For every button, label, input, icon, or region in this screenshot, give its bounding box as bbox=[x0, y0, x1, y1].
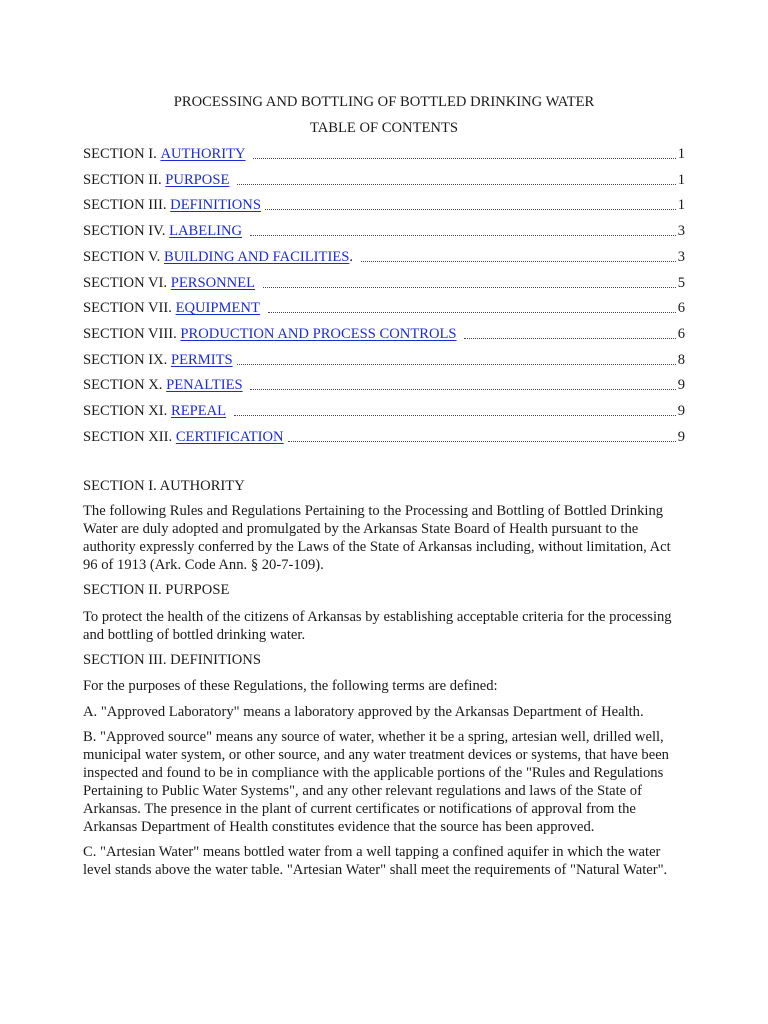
toc-page-number: 6 bbox=[677, 326, 685, 342]
toc-section-number: SECTION IV. bbox=[83, 223, 170, 239]
toc-page-number: 1 bbox=[677, 146, 685, 162]
toc-section-number: SECTION VII. bbox=[83, 300, 176, 316]
toc-row bbox=[83, 402, 685, 420]
section-3-heading: SECTION III. DEFINITIONS bbox=[83, 652, 261, 668]
toc-page-number: 9 bbox=[677, 429, 685, 445]
toc-page-number: 1 bbox=[677, 197, 685, 213]
toc-link-purpose[interactable]: PURPOSE bbox=[165, 172, 230, 188]
toc-link-suffix bbox=[229, 171, 233, 189]
toc-row bbox=[83, 145, 685, 163]
toc-link-permits[interactable]: PERMITS bbox=[170, 352, 233, 368]
toc-link-certification[interactable]: CERTIFICATION bbox=[175, 429, 284, 445]
toc-section-number: SECTION III. bbox=[83, 197, 171, 213]
definition-b: B. "Approved source" means any source of water, whether it be a spring, artesian well, drilled well, municipal water system, or other source, and any water treatment devices or systems, that have been inspected and found to be in compliance with the applicable portions of the "Rules and Regulations Pertaining to Public Water Systems", and any other relevant regulations and laws of the State of Arkansas. The presence in the plant of current certificates or notifications of approval from the Arkansas Department of Health constitutes evidence that the source has been approved. bbox=[83, 729, 669, 835]
toc-section-number: SECTION IX. bbox=[83, 352, 171, 368]
toc-dot-leader bbox=[268, 300, 676, 313]
toc-link-suffix bbox=[260, 299, 264, 317]
toc-row bbox=[83, 274, 685, 292]
toc-page-number: 6 bbox=[677, 300, 685, 316]
toc-link-suffix bbox=[226, 402, 230, 420]
toc-link-labeling[interactable]: LABELING bbox=[169, 223, 243, 239]
toc-link-suffix bbox=[243, 376, 247, 394]
toc-link-repeal[interactable]: REPEAL bbox=[170, 403, 227, 419]
toc-dot-leader bbox=[237, 352, 676, 365]
toc-section-number: SECTION V. bbox=[83, 249, 164, 265]
toc-page-number: 9 bbox=[677, 403, 685, 419]
toc-dot-leader bbox=[361, 249, 676, 262]
toc-dot-leader bbox=[250, 223, 676, 236]
toc-section-number: SECTION I. bbox=[83, 146, 161, 162]
toc-link-suffix bbox=[255, 274, 259, 292]
toc-link-production-and-process-controls[interactable]: PRODUCTION AND PROCESS CONTROLS bbox=[180, 326, 457, 342]
toc-dot-leader bbox=[253, 146, 675, 159]
toc-page-number: 5 bbox=[677, 275, 685, 291]
toc-row bbox=[83, 222, 685, 240]
toc-link-suffix bbox=[457, 325, 461, 343]
toc-row bbox=[83, 171, 685, 189]
toc-section-number: SECTION II. bbox=[83, 172, 166, 188]
toc-link-personnel[interactable]: PERSONNEL bbox=[170, 275, 256, 291]
toc-section-number: SECTION VI. bbox=[83, 275, 171, 291]
section-1-heading: SECTION I. AUTHORITY bbox=[83, 478, 245, 494]
section-2-paragraph: To protect the health of the citizens of Arkansas by establishing acceptable criteria for the processing and bottling of bottled drinking water. bbox=[83, 609, 672, 643]
toc-page-number: 8 bbox=[677, 352, 685, 368]
toc-row bbox=[83, 376, 685, 394]
toc-row bbox=[83, 196, 685, 214]
toc-title: TABLE OF CONTENTS bbox=[309, 120, 458, 136]
definition-c: C. "Artesian Water" means bottled water from a well tapping a confined aquifer in which the water level stands above the water table. "Artesian Water" shall meet the requirements of "Natural Water". bbox=[83, 844, 668, 878]
definition-a: A. "Approved Laboratory" means a laboratory approved by the Arkansas Department of Health. bbox=[83, 704, 644, 720]
section-1-paragraph: The following Rules and Regulations Pertaining to the Processing and Bottling of Bottled Drinking Water are duly adopted and promulgated by the Arkansas State Board of Health pursuant to the authority expressly conferred by the Laws of the State of Arkansas including, without limitation, Act 96 of 1913 (Ark. Code Ann. § 20-7-109). bbox=[83, 503, 671, 573]
toc-row bbox=[83, 299, 685, 317]
toc-link-suffix: . bbox=[349, 249, 357, 265]
document-title: PROCESSING AND BOTTLING OF BOTTLED DRINKING WATER bbox=[173, 94, 595, 110]
toc-dot-leader bbox=[288, 429, 676, 442]
toc-dot-leader bbox=[237, 172, 676, 185]
toc-dot-leader bbox=[464, 326, 676, 339]
toc-section-number: SECTION XI. bbox=[83, 403, 171, 419]
toc-page-number: 3 bbox=[677, 249, 685, 265]
toc-page-number: 9 bbox=[677, 377, 685, 393]
toc-link-suffix bbox=[246, 145, 250, 163]
toc-link-building-and-facilities[interactable]: BUILDING AND FACILITIES bbox=[163, 249, 350, 265]
toc-link-suffix bbox=[242, 222, 246, 240]
toc-row bbox=[83, 248, 685, 266]
toc-row bbox=[83, 428, 685, 446]
toc-row bbox=[83, 325, 685, 343]
toc-dot-leader bbox=[265, 197, 676, 210]
toc-section-number: SECTION X. bbox=[83, 377, 167, 393]
section-2-heading: SECTION II. PURPOSE bbox=[83, 582, 230, 598]
toc-section-number: SECTION VIII. bbox=[83, 326, 181, 342]
toc-link-penalties[interactable]: PENALTIES bbox=[166, 377, 243, 393]
toc-link-definitions[interactable]: DEFINITIONS bbox=[170, 197, 261, 213]
toc-section-number: SECTION XII. bbox=[83, 429, 176, 445]
toc-link-equipment[interactable]: EQUIPMENT bbox=[175, 300, 260, 316]
toc-dot-leader bbox=[234, 403, 676, 416]
toc-dot-leader bbox=[263, 275, 676, 288]
toc-link-authority[interactable]: AUTHORITY bbox=[160, 146, 246, 162]
toc-page-number: 1 bbox=[677, 172, 685, 188]
toc-page-number: 3 bbox=[677, 223, 685, 239]
section-3-intro: For the purposes of these Regulations, the following terms are defined: bbox=[83, 678, 498, 694]
toc-row bbox=[83, 351, 685, 369]
toc-dot-leader bbox=[250, 377, 675, 390]
